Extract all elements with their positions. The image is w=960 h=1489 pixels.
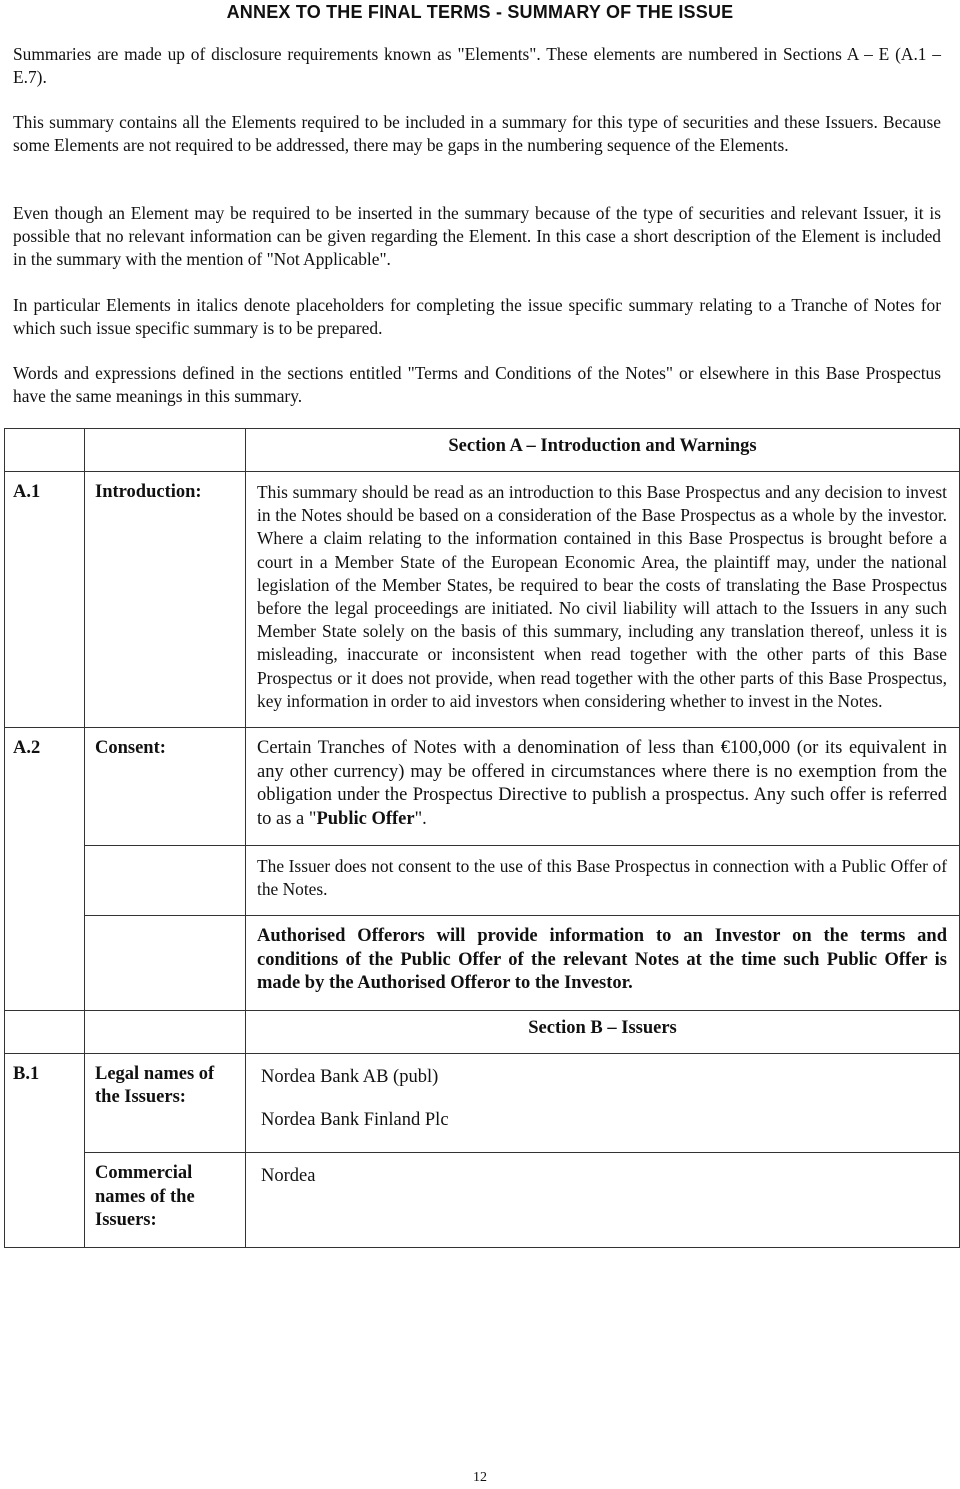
summary-table — [4, 428, 960, 1248]
legal-name-2: Nordea Bank Finland Plc — [261, 1110, 449, 1131]
empty-cell — [85, 1010, 246, 1053]
element-code-a2: A.2 — [5, 728, 85, 1011]
table-row-b1 — [5, 1053, 960, 1152]
commercial-names-label: Commercial names of the Issuers: — [85, 1153, 246, 1248]
authorised-offerors-text: Authorised Offerors will provide information to an Investor on the terms and conditions of the Public Offer of the relevant Notes at the time such Public Offer is made by the Authorised Offeror to the Investor. — [246, 916, 960, 1011]
empty-cell — [5, 1010, 85, 1053]
legal-name-1: Nordea Bank AB (publ) — [261, 1066, 439, 1087]
legal-names-label: Legal names of the Issuers: — [85, 1053, 246, 1152]
page-number: 12 — [473, 1470, 487, 1485]
intro-paragraph-1: Summaries are made up of disclosure requirements known as "Elements". These elements are numbered in Sections A – E (A.1 – E.7). — [13, 44, 941, 88]
element-text-a1: This summary should be read as an introduction to this Base Prospectus and any decision to invest in the Notes should be based on a consideration of the Base Prospectus as a whole by the investor. Where a claim relating to the information contained in this Base Prospectus is brought before a court in a Member State of the European Economic Area, the plaintiff may, under the national legislation of the Member States, be required to bear the costs of translating the Base Prospectus before the legal proceedings are initiated. No civil liability will attach to the Issuers in any such Member State solely on the basis of this summary, including any translation thereof, unless it is misleading, inaccurate or inconsistent when read together with the other parts of this Base Prospectus or it does not provide, when read together with the other parts of this Base Prospectus, key information in order to aid investors when considering whether to invest in the Notes. — [246, 472, 960, 728]
table-row-a2-offerors — [5, 916, 960, 1011]
element-label-a1: Introduction: — [85, 472, 246, 728]
document-title: ANNEX TO THE FINAL TERMS - SUMMARY OF THE ISSUE — [226, 2, 734, 22]
intro-paragraph-5: Words and expressions defined in the sections entitled "Terms and Conditions of the Notes" or elsewhere in this Base Prospectus have the same meanings in this summary. — [13, 363, 941, 407]
public-offer-term: Public Offer — [316, 808, 415, 829]
empty-cell — [85, 429, 246, 472]
no-consent-text: The Issuer does not consent to the use of this Base Prospectus in connection with a Public Offer of the Notes. — [246, 846, 960, 916]
intro-paragraph-2: This summary contains all the Elements required to be included in a summary for this type of securities and these Issuers. Because some Elements are not required to be addressed, there may be gaps in the numbering sequence of the Elements. — [13, 112, 941, 156]
element-code-a1: A.1 — [5, 472, 85, 728]
section-a-heading-row — [5, 429, 960, 472]
section-b-heading-row — [5, 1010, 960, 1053]
table-row-b1-commercial — [5, 1153, 960, 1248]
element-label-a2: Consent: — [85, 728, 246, 846]
consent-text-part1: Certain Tranches of Notes with a denomination of less than €100,000 (or its equivalent in any other currency) may be offered in circumstances where there is no exemption from the obligation under the Prospectus Directive to publish a prospectus. Any such offer is referred to as a " — [257, 738, 947, 829]
element-code-b1: B.1 — [5, 1053, 85, 1247]
section-a-heading: Section A – Introduction and Warnings — [246, 429, 960, 472]
table-row-a2-no-consent — [5, 846, 960, 916]
table-row-a1 — [5, 472, 960, 728]
section-b-heading: Section B – Issuers — [246, 1010, 960, 1053]
table-row-a2 — [5, 728, 960, 846]
empty-cell — [85, 916, 246, 1011]
element-text-a2 — [246, 728, 960, 846]
commercial-name: Nordea — [246, 1153, 960, 1248]
legal-names-cell — [246, 1053, 960, 1152]
intro-paragraph-4: In particular Elements in italics denote placeholders for completing the issue specific summary relating to a Tranche of Notes for which such issue specific summary is to be prepared. — [13, 295, 941, 339]
intro-paragraph-3: Even though an Element may be required to be inserted in the summary because of the type of securities and relevant Issuer, it is possible that no relevant information can be given regarding the Element. In this case a short description of the Element is included in the summary with the mention of "Not Applicable". — [13, 203, 941, 270]
empty-cell — [85, 846, 246, 916]
empty-cell — [5, 429, 85, 472]
consent-text-part2: ". — [414, 808, 427, 829]
